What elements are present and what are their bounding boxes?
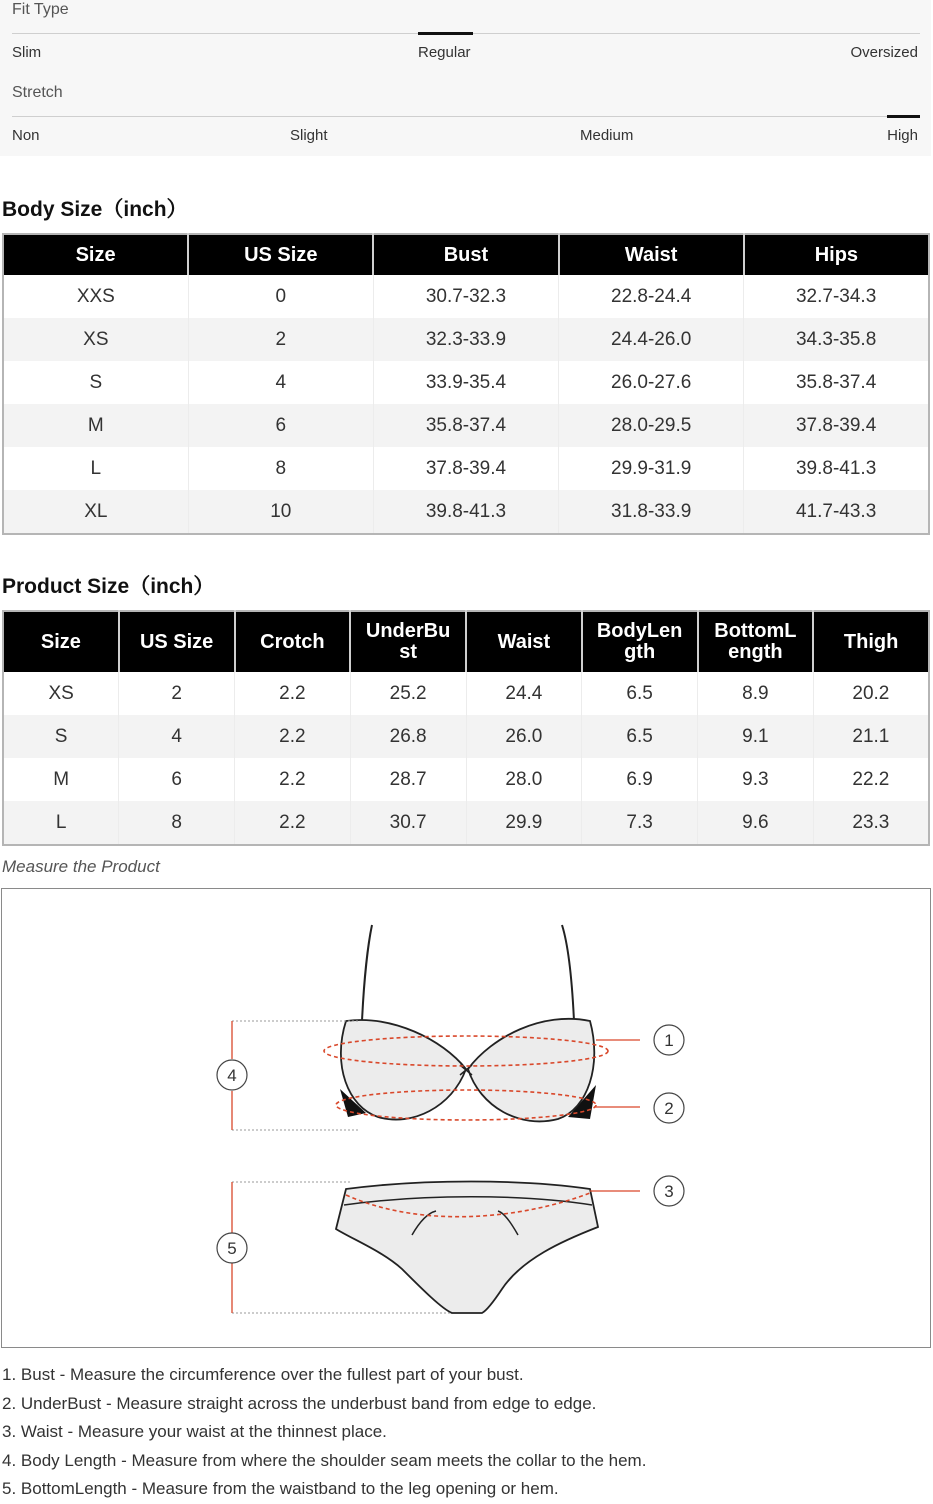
table-cell: 2.2 bbox=[235, 801, 351, 845]
table-cell: 26.0-27.6 bbox=[559, 361, 744, 404]
marker-2 bbox=[654, 1093, 684, 1123]
table-cell: 37.8-39.4 bbox=[373, 447, 558, 490]
table-cell: 8 bbox=[188, 447, 373, 490]
column-header: Crotch bbox=[235, 611, 351, 672]
column-header: Hips bbox=[744, 234, 929, 275]
table-cell: 24.4 bbox=[466, 672, 582, 715]
table-cell: 4 bbox=[188, 361, 373, 404]
table-cell: 2.2 bbox=[235, 715, 351, 758]
left-cup bbox=[341, 1020, 466, 1119]
table-row bbox=[3, 361, 929, 404]
table-row bbox=[3, 715, 929, 758]
measurement-diagram bbox=[1, 888, 931, 1348]
table-cell: 22.8-24.4 bbox=[559, 275, 744, 318]
table-cell: 28.0 bbox=[466, 758, 582, 801]
marker-5 bbox=[217, 1233, 247, 1263]
stretch-indicator bbox=[887, 115, 920, 118]
table-cell: XS bbox=[48, 682, 74, 704]
stretch-option-high: High bbox=[887, 127, 918, 144]
table-row bbox=[3, 404, 929, 447]
table-cell: 4 bbox=[119, 715, 235, 758]
table-cell: 6 bbox=[119, 758, 235, 801]
table-cell: 10 bbox=[188, 490, 373, 534]
table-cell: 28.7 bbox=[350, 758, 466, 801]
table-cell: 30.7-32.3 bbox=[373, 275, 558, 318]
table-row bbox=[3, 758, 929, 801]
fit-type-option-oversized: Oversized bbox=[850, 44, 918, 61]
product-size-table bbox=[2, 610, 930, 846]
column-header: Size bbox=[3, 234, 188, 275]
fit-panel bbox=[0, 0, 931, 156]
column-header: Thigh bbox=[813, 611, 929, 672]
table-cell: 6 bbox=[188, 404, 373, 447]
note-bottom-length: 5. BottomLength - Measure from the waistband to the leg opening or hem. bbox=[2, 1479, 559, 1499]
column-header: BodyLen gth bbox=[582, 611, 698, 672]
product-size-title: Product Size（inch） bbox=[2, 575, 215, 598]
table-cell: 32.7-34.3 bbox=[744, 275, 929, 318]
column-header: Size bbox=[3, 611, 119, 672]
marker-3-label: 3 bbox=[664, 1182, 674, 1201]
stretch-option-slight: Slight bbox=[290, 127, 328, 144]
note-body-length: 4. Body Length - Measure from where the shoulder seam meets the collar to the hem. bbox=[2, 1450, 647, 1470]
table-cell: 9.6 bbox=[698, 801, 814, 845]
table-cell: 41.7-43.3 bbox=[744, 490, 929, 534]
fit-type-indicator bbox=[418, 32, 473, 35]
left-strap bbox=[362, 925, 372, 1021]
table-cell: 34.3-35.8 bbox=[744, 318, 929, 361]
table-cell: 7.3 bbox=[582, 801, 698, 845]
column-header: US Size bbox=[119, 611, 235, 672]
table-cell: 6.9 bbox=[582, 758, 698, 801]
table-cell: 28.0-29.5 bbox=[559, 404, 744, 447]
table-cell: 8.9 bbox=[698, 672, 814, 715]
bikini-illustration bbox=[2, 889, 930, 1347]
marker-1-label: 1 bbox=[664, 1031, 674, 1050]
table-cell: 20.2 bbox=[813, 672, 929, 715]
table-cell: 25.2 bbox=[350, 672, 466, 715]
column-header: UnderBu st bbox=[350, 611, 466, 672]
table-cell: 33.9-35.4 bbox=[373, 361, 558, 404]
table-cell: 0 bbox=[188, 275, 373, 318]
table-cell: 37.8-39.4 bbox=[744, 404, 929, 447]
table-cell: 26.0 bbox=[466, 715, 582, 758]
marker-3 bbox=[654, 1176, 684, 1206]
table-cell: 6.5 bbox=[582, 672, 698, 715]
table-row bbox=[3, 447, 929, 490]
body-size-title: Body Size（inch） bbox=[2, 198, 188, 221]
table-cell: M bbox=[3, 404, 188, 447]
column-header: Waist bbox=[559, 234, 744, 275]
table-cell: 29.9-31.9 bbox=[559, 447, 744, 490]
note-underbust: 2. UnderBust - Measure straight across the underbust band from edge to edge. bbox=[2, 1393, 597, 1413]
note-waist: 3. Waist - Measure your waist at the thinnest place. bbox=[2, 1422, 387, 1442]
body-size-table bbox=[2, 233, 930, 535]
marker-4-label: 4 bbox=[227, 1066, 237, 1085]
stretch-title: Stretch bbox=[12, 84, 63, 101]
table-cell: 2 bbox=[119, 672, 235, 715]
right-strap bbox=[562, 925, 574, 1021]
right-cup bbox=[468, 1019, 594, 1122]
table-cell: 2 bbox=[188, 318, 373, 361]
table-cell: L bbox=[3, 801, 119, 845]
table-cell: M bbox=[53, 768, 70, 790]
table-cell: 6.5 bbox=[582, 715, 698, 758]
table-cell: S bbox=[3, 715, 119, 758]
marker-4 bbox=[217, 1060, 247, 1090]
table-cell: 21.1 bbox=[813, 715, 929, 758]
fit-type-title: Fit Type bbox=[12, 1, 69, 18]
table-cell: XL bbox=[3, 490, 188, 534]
table-cell: 39.8-41.3 bbox=[744, 447, 929, 490]
table-cell: 32.3-33.9 bbox=[373, 318, 558, 361]
table-row bbox=[3, 672, 929, 715]
table-cell: S bbox=[89, 371, 103, 393]
stretch-track bbox=[12, 116, 920, 117]
column-header: US Size bbox=[188, 234, 373, 275]
column-header: BottomL ength bbox=[698, 611, 814, 672]
table-cell: 39.8-41.3 bbox=[373, 490, 558, 534]
measure-caption: Measure the Product bbox=[2, 857, 160, 876]
note-bust: 1. Bust - Measure the circumference over the fullest part of your bust. bbox=[2, 1365, 524, 1384]
table-cell: 9.1 bbox=[698, 715, 814, 758]
table-row bbox=[3, 490, 929, 534]
fit-type-option-regular: Regular bbox=[418, 44, 471, 61]
table-cell: 2.2 bbox=[235, 672, 351, 715]
table-cell: 24.4-26.0 bbox=[559, 318, 744, 361]
column-header: Bust bbox=[373, 234, 558, 275]
table-cell: 31.8-33.9 bbox=[559, 490, 744, 534]
table-cell: 8 bbox=[119, 801, 235, 845]
table-row bbox=[3, 318, 929, 361]
table-header-row bbox=[3, 234, 929, 275]
table-cell: 9.3 bbox=[698, 758, 814, 801]
table-cell: XS bbox=[3, 318, 188, 361]
table-cell: 23.3 bbox=[813, 801, 929, 845]
table-cell: 35.8-37.4 bbox=[744, 361, 929, 404]
table-cell: XXS bbox=[76, 285, 115, 307]
marker-5-label: 5 bbox=[227, 1239, 237, 1258]
column-header: Waist bbox=[466, 611, 582, 672]
table-cell: 35.8-37.4 bbox=[373, 404, 558, 447]
measurement-notes bbox=[2, 1361, 646, 1504]
table-row bbox=[3, 801, 929, 845]
table-cell: 22.2 bbox=[813, 758, 929, 801]
table-row bbox=[3, 275, 929, 318]
table-cell: L bbox=[90, 457, 102, 479]
table-cell: 30.7 bbox=[350, 801, 466, 845]
marker-1 bbox=[654, 1025, 684, 1055]
stretch-option-non: Non bbox=[12, 127, 40, 144]
table-cell: 29.9 bbox=[466, 801, 582, 845]
table-cell: 2.2 bbox=[235, 758, 351, 801]
stretch-option-medium: Medium bbox=[580, 127, 634, 144]
table-header-row bbox=[3, 611, 929, 672]
marker-2-label: 2 bbox=[664, 1099, 674, 1118]
fit-type-option-slim: Slim bbox=[12, 44, 42, 61]
table-cell: 26.8 bbox=[350, 715, 466, 758]
